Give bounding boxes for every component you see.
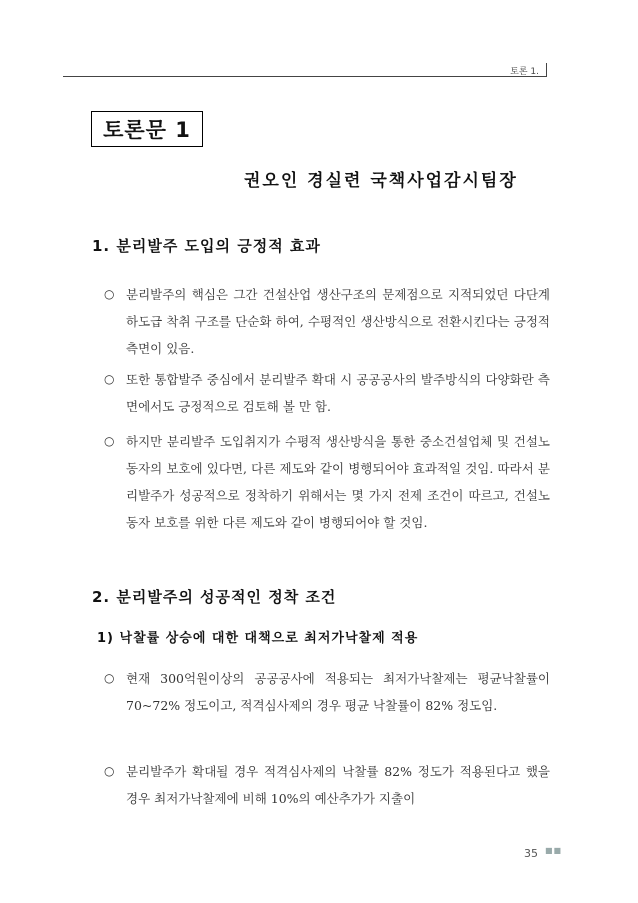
bullet-item bbox=[104, 366, 550, 420]
bullet-text: 현재 300억원이상의 공공공사에 적용되는 최저가낙찰제는 평균낙찰률이 70~72% 정도이고, 적격심사제의 경우 평균 낙찰률이 82% 정도임. bbox=[126, 671, 550, 713]
bullet-mark: ○ bbox=[104, 372, 115, 386]
bullet-mark: ○ bbox=[104, 671, 115, 685]
header-rule bbox=[63, 76, 547, 77]
section-1-title: 1. 분리발주 도입의 긍정적 효과 bbox=[92, 237, 321, 255]
bullet-text: 또한 통합발주 중심에서 분리발주 확대 시 공공공사의 발주방식의 다양화란 측면에서도 긍정적으로 검토해 볼 만 함. bbox=[126, 372, 550, 414]
bullet-item bbox=[104, 665, 550, 719]
bullet-item bbox=[104, 758, 550, 812]
bullet-mark: ○ bbox=[104, 434, 115, 448]
bullet-mark: ○ bbox=[104, 287, 115, 301]
bullet-text: 하지만 분리발주 도입취지가 수평적 생산방식을 통한 중소건설업체 및 건설노동자의 보호에 있다면, 다른 제도와 같이 병행되어야 효과적일 것임. 따라서 분리발주가 성공적으로 정착하기 위해서는 몇 가지 전제 조건이 따르고, 건설노동자 보호를 위한 다른 제도와 같이 병행되어야 할 것임. bbox=[126, 434, 550, 530]
header-rule-tick bbox=[546, 63, 547, 77]
bullet-mark: ○ bbox=[104, 764, 115, 778]
running-head: 토론 1. bbox=[510, 67, 539, 77]
subsection-title: 1) 낙찰률 상승에 대한 대책으로 최저가낙찰제 적용 bbox=[97, 631, 419, 646]
page-number-ornament: ■■ bbox=[545, 846, 563, 855]
bullet-text: 분리발주의 핵심은 그간 건설산업 생산구조의 문제점으로 지적되었던 다단계 하도급 착취 구조를 단순화 하여, 수평적인 생산방식으로 전환시킨다는 긍정적 측면이 있음. bbox=[126, 287, 550, 356]
speaker-name: 권오인 경실련 국책사업감시팀장 bbox=[244, 171, 518, 191]
section-badge-label: 토론문 1 bbox=[103, 118, 191, 142]
bullet-item bbox=[104, 428, 550, 536]
bullet-text: 분리발주가 확대될 경우 적격심사제의 낙찰률 82% 정도가 적용된다고 했을 경우 최저가낙찰제에 비해 10%의 예산추가가 지출이 bbox=[126, 764, 550, 806]
bullet-item bbox=[104, 281, 550, 362]
section-2-title: 2. 분리발주의 성공적인 정착 조건 bbox=[92, 588, 337, 606]
section-badge bbox=[91, 111, 203, 147]
page-number: 35 bbox=[524, 847, 538, 860]
